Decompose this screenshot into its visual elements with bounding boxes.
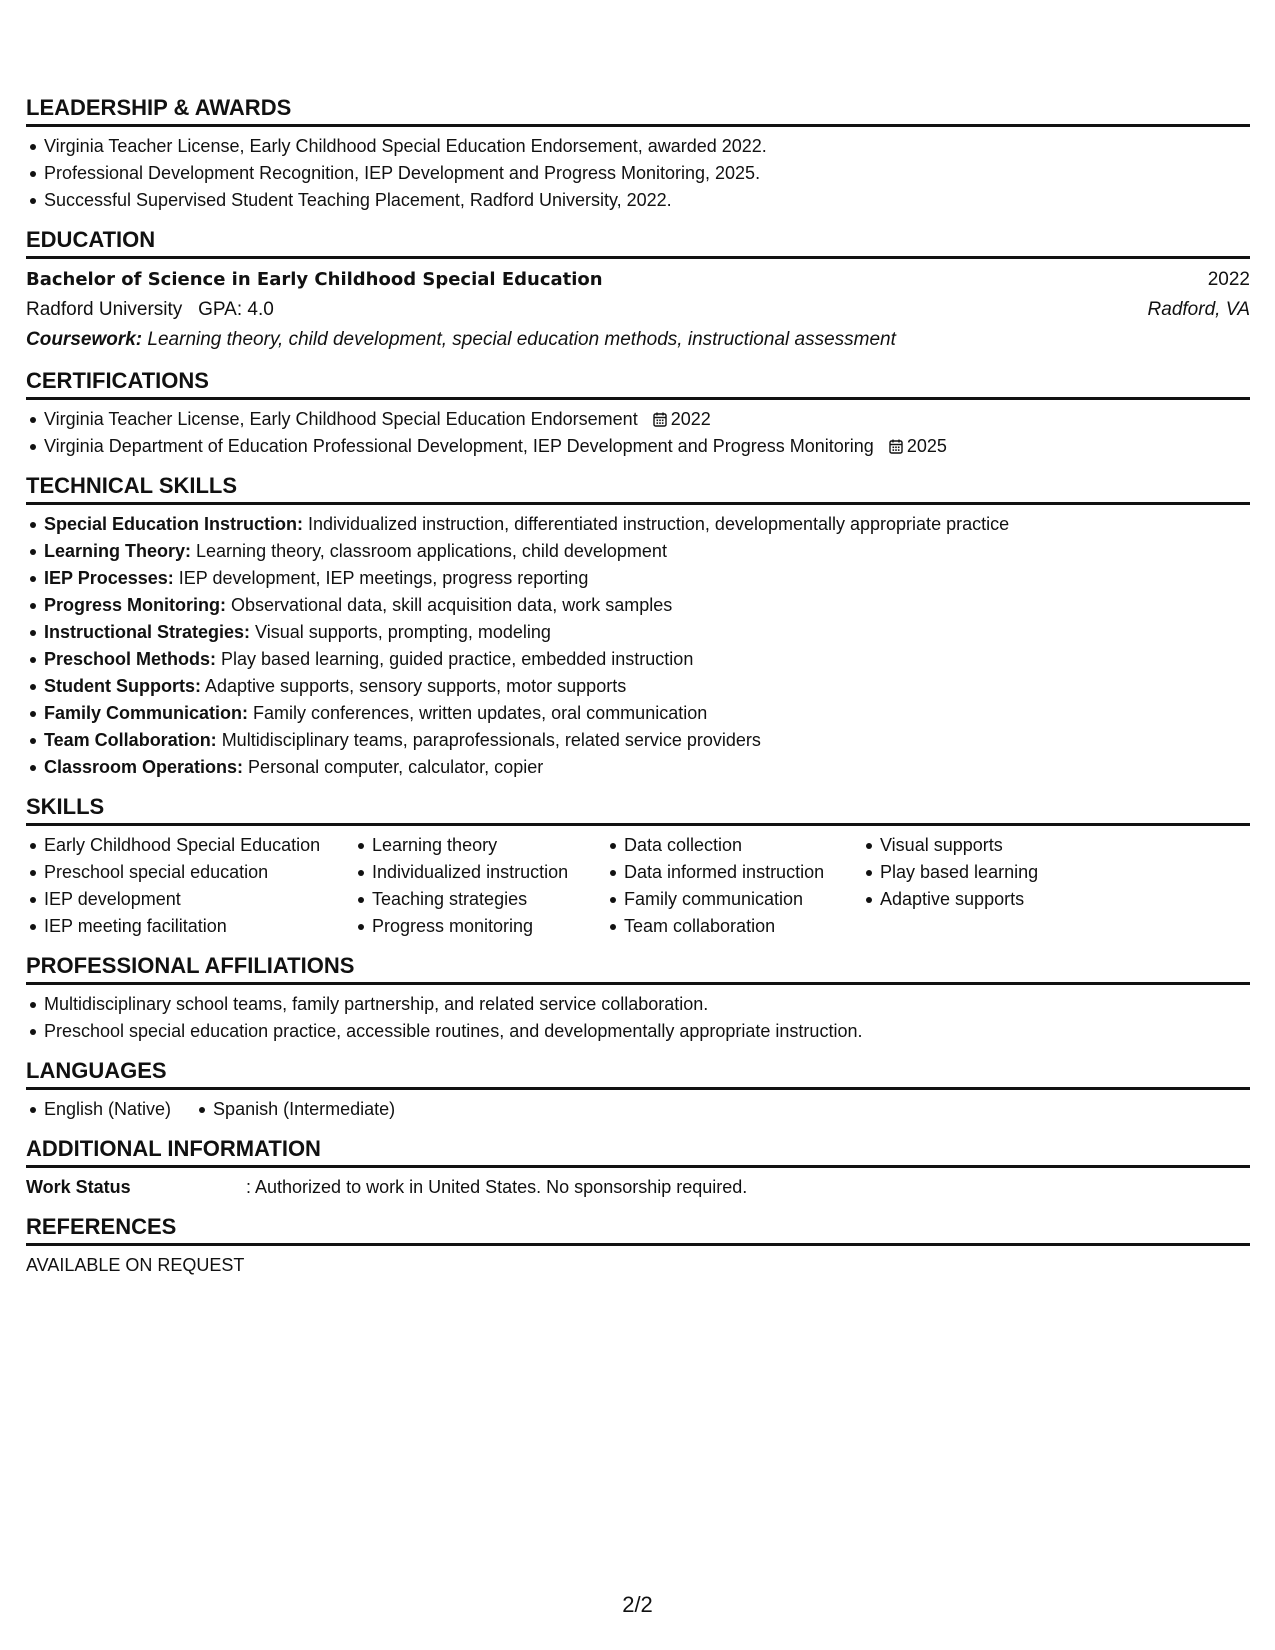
section-title-education: EDUCATION	[26, 226, 1250, 259]
calendar-icon	[889, 439, 903, 454]
list-item: Play based learning	[862, 859, 1038, 886]
certification-year: 2025	[906, 436, 947, 456]
skill-category: Team Collaboration:	[44, 730, 217, 750]
skill-detail: Family conferences, written updates, oral communication	[248, 703, 708, 723]
skill-category: Learning Theory:	[44, 541, 192, 561]
section-title-references: REFERENCES	[26, 1213, 1250, 1246]
leadership-section	[26, 94, 1250, 214]
affiliations-section	[26, 952, 1250, 1045]
list-item: Data collection	[606, 832, 862, 859]
list-item	[26, 538, 1250, 565]
languages-list	[26, 1096, 1250, 1123]
list-item: Spanish (Intermediate)	[195, 1096, 395, 1123]
skills-column	[862, 832, 1038, 940]
coursework-label: Coursework:	[26, 329, 143, 350]
skill-detail: Personal computer, calculator, copier	[243, 757, 544, 777]
list-item: Preschool special education	[26, 859, 354, 886]
list-item	[26, 754, 1250, 781]
list-item: Data informed instruction	[606, 859, 862, 886]
affiliations-list	[26, 991, 1250, 1045]
list-item: IEP meeting facilitation	[26, 913, 354, 940]
list-item	[26, 592, 1250, 619]
technical-skills-list	[26, 511, 1250, 781]
page-number: 2/2	[622, 1592, 653, 1617]
list-item	[26, 433, 1250, 460]
certifications-list	[26, 406, 1250, 460]
education-section	[26, 226, 1250, 355]
additional-info-section	[26, 1135, 1250, 1201]
skill-category: Progress Monitoring:	[44, 595, 227, 615]
skill-detail: Visual supports, prompting, modeling	[250, 622, 551, 642]
coursework	[26, 325, 1250, 355]
school-gpa: Radford University GPA: 4.0	[26, 299, 274, 320]
section-title-languages: LANGUAGES	[26, 1057, 1250, 1090]
list-item: Early Childhood Special Education	[26, 832, 354, 859]
certification-name: Virginia Teacher License, Early Childhood Special Education Endorsement	[44, 409, 638, 429]
list-item	[26, 619, 1250, 646]
skill-category: Instructional Strategies:	[44, 622, 251, 642]
section-title-leadership: LEADERSHIP & AWARDS	[26, 94, 1250, 127]
technical-skills-section	[26, 472, 1250, 781]
resume-page	[26, 94, 1250, 1291]
list-item: IEP development	[26, 886, 354, 913]
certification-year: 2022	[670, 409, 711, 429]
section-title-certifications: CERTIFICATIONS	[26, 367, 1250, 400]
skills-column	[354, 832, 606, 940]
list-item	[26, 727, 1250, 754]
skills-section	[26, 793, 1250, 940]
list-item	[26, 511, 1250, 538]
certifications-section	[26, 367, 1250, 460]
list-item: Individualized instruction	[354, 859, 606, 886]
list-item	[26, 406, 1250, 433]
degree-name: Bachelor of Science in Early Childhood Special Education	[26, 269, 603, 290]
list-item: Learning theory	[354, 832, 606, 859]
skill-detail: Play based learning, guided practice, embedded instruction	[216, 649, 694, 669]
skill-detail: Adaptive supports, sensory supports, motor supports	[200, 676, 627, 696]
work-status-value: : Authorized to work in United States. No sponsorship required.	[246, 1177, 748, 1197]
certification-name: Virginia Department of Education Professional Development, IEP Development and Progress Monitoring	[44, 436, 874, 456]
skill-detail: Learning theory, classroom applications, child development	[191, 541, 667, 561]
skill-detail: Individualized instruction, differentiated instruction, developmentally appropriate practice	[303, 514, 1010, 534]
skills-column	[26, 832, 354, 940]
skills-column	[606, 832, 862, 940]
list-item: Adaptive supports	[862, 886, 1038, 913]
list-item: Progress monitoring	[354, 913, 606, 940]
skill-category: Student Supports:	[44, 676, 201, 696]
section-title-additional-info: ADDITIONAL INFORMATION	[26, 1135, 1250, 1168]
calendar-icon	[653, 412, 667, 427]
skill-detail: IEP development, IEP meetings, progress reporting	[173, 568, 589, 588]
skill-category: Classroom Operations:	[44, 757, 244, 777]
list-item: Teaching strategies	[354, 886, 606, 913]
skill-detail: Observational data, skill acquisition data, work samples	[226, 595, 673, 615]
list-item: Preschool special education practice, accessible routines, and developmentally appropriate instruction.	[26, 1018, 1250, 1045]
education-degree-row	[26, 265, 1250, 295]
references-section	[26, 1213, 1250, 1279]
leadership-list	[26, 133, 1250, 214]
list-item: Team collaboration	[606, 913, 862, 940]
list-item: Family communication	[606, 886, 862, 913]
skill-category: Family Communication:	[44, 703, 249, 723]
list-item: Professional Development Recognition, IEP Development and Progress Monitoring, 2025.	[26, 160, 1250, 187]
work-status-row	[26, 1174, 1250, 1201]
section-title-technical-skills: TECHNICAL SKILLS	[26, 472, 1250, 505]
languages-section	[26, 1057, 1250, 1123]
list-item	[26, 565, 1250, 592]
skill-detail: Multidisciplinary teams, paraprofessionals, related service providers	[216, 730, 761, 750]
list-item: Visual supports	[862, 832, 1038, 859]
section-title-affiliations: PROFESSIONAL AFFILIATIONS	[26, 952, 1250, 985]
coursework-text: Learning theory, child development, special education methods, instructional assessment	[142, 329, 896, 350]
list-item: Multidisciplinary school teams, family partnership, and related service collaboration.	[26, 991, 1250, 1018]
list-item	[26, 673, 1250, 700]
school-location: Radford, VA	[1147, 299, 1250, 320]
skill-category: IEP Processes:	[44, 568, 174, 588]
section-title-skills: SKILLS	[26, 793, 1250, 826]
graduation-year: 2022	[1207, 269, 1250, 290]
references-text: AVAILABLE ON REQUEST	[26, 1255, 245, 1275]
list-item: English (Native)	[26, 1096, 171, 1123]
list-item: Successful Supervised Student Teaching Placement, Radford University, 2022.	[26, 187, 1250, 214]
skill-category: Preschool Methods:	[44, 649, 217, 669]
skills-grid	[26, 832, 1250, 940]
education-school-row	[26, 295, 1250, 325]
list-item: Virginia Teacher License, Early Childhood Special Education Endorsement, awarded 2022.	[26, 133, 1250, 160]
work-status-label: Work Status	[26, 1177, 131, 1197]
list-item	[26, 700, 1250, 727]
list-item	[26, 646, 1250, 673]
skill-category: Special Education Instruction:	[44, 514, 304, 534]
